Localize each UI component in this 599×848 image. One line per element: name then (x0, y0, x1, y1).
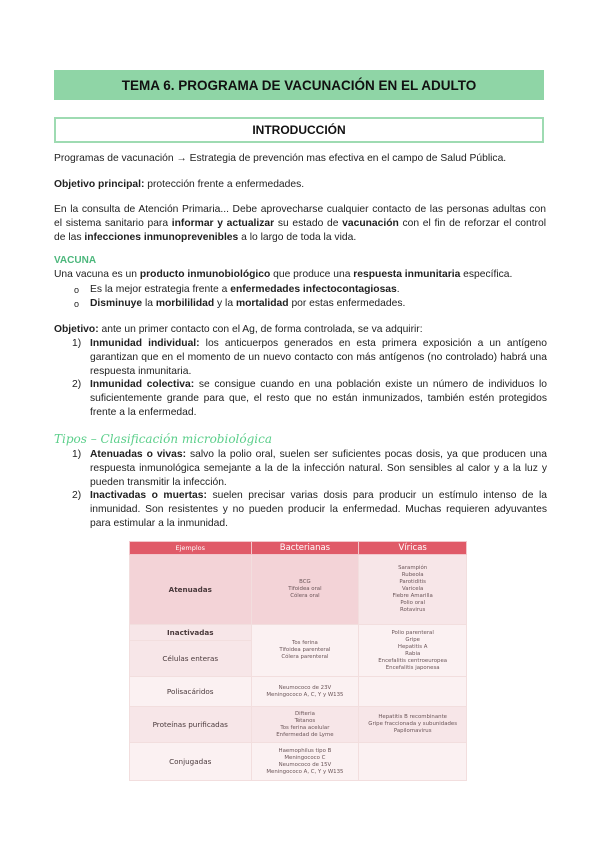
cell-line: Varicela (401, 586, 424, 592)
header-ejemplos: Ejemplos (130, 542, 252, 555)
consult-text-3: con el fin de reforzar el control de las (54, 218, 546, 243)
intro-heading-text: INTRODUCCIÓN (252, 123, 346, 137)
row-label-polisacaridos: Polisacáridos (130, 677, 252, 707)
cell-line: Neumococo de 15V (278, 761, 332, 768)
objetivo-item-text (90, 378, 547, 420)
page-title (54, 70, 544, 100)
cell-line: Neumococo de 23V (278, 684, 332, 691)
cell-line: Polio parenteral (391, 629, 434, 636)
cell-line: Rotavirus (399, 607, 426, 613)
cell-line: Rabia (405, 650, 421, 657)
item-label: Atenuadas o vivas: (90, 449, 187, 460)
tipos-item-text (90, 448, 547, 490)
objective-main (54, 178, 546, 192)
cell-line: Papilomavirus (393, 728, 432, 734)
bullet-text-3: y la (214, 298, 236, 309)
item-text: salvo la polio oral, suelen ser suficientes pocas dosis, ya que producen una respuesta inmunológica semejante a la de la infección natural. Son sensibles al calor y a la luz y pueden transmitir la infección. (90, 449, 547, 488)
bullet-marker: o (74, 285, 80, 295)
header-viricas: Víricas (359, 542, 467, 555)
cell-line: Encefalitis centroeuropea (378, 657, 448, 664)
cell-viricas (359, 625, 467, 677)
vacuna-heading: VACUNA (54, 255, 97, 266)
table-row (130, 677, 467, 707)
item-text: suelen precisar varias dosis para producir un estímulo intenso de la inmunidad. Son resistentes y no pueden producir la enfermedad. Muchas requieren adyuvantes para estimular a la inmunidad. (90, 490, 547, 529)
row-label-atenuadas: Atenuadas (130, 555, 252, 625)
item-label: Inactivadas o muertas: (90, 490, 207, 501)
cell-line: Cólera oral (290, 593, 320, 599)
programs-line: Programas de vacunación → Estrategia de prevención mas efectiva en el campo de Salud Pública. (54, 153, 507, 164)
cell-line: Tos ferina (292, 640, 318, 646)
item-label: Inmunidad colectiva: (90, 379, 195, 390)
cell-line: Cólera parenteral (281, 654, 329, 660)
vacuna-bullet-text (90, 283, 546, 297)
bullet-text-2: la (142, 298, 156, 309)
objetivo-text: ante un primer contacto con el Ag, de forma controlada, se va adquirir: (98, 324, 423, 335)
consult-bold-2: vacunación (342, 218, 399, 229)
cell-line: Fiebre Amarilla (392, 593, 433, 599)
cell-viricas (359, 707, 467, 743)
cell-line: Hepatitis A (397, 643, 428, 650)
cell-bacterianas (251, 743, 359, 781)
cell-bacterianas (251, 555, 359, 625)
bullet-bold-3: mortalidad (235, 298, 289, 309)
header-bacterianas: Bacterianas (251, 542, 359, 555)
cell-viricas (359, 555, 467, 625)
vaccine-table (129, 541, 467, 781)
cell-line: Hepatitis B recombinante (378, 714, 447, 720)
item-text: los anticuerpos generados en esta primera exposición a un antígeno garantizan que en el momento de un nuevo contacto con más antígenos (no controlado) habrá una respuesta inmunitaria. (90, 338, 548, 377)
objetivo (54, 323, 546, 337)
table-row (130, 707, 467, 743)
cell-line: Gripe (405, 636, 420, 643)
cell-viricas-empty (359, 743, 467, 781)
row-label-inactivadas: Inactivadas (130, 625, 252, 641)
cell-line: Tos ferina acelular (280, 724, 330, 731)
bullet-text-1: Es la mejor estrategia frente a (90, 284, 231, 295)
page-title-text: TEMA 6. PROGRAMA DE VACUNACIÓN EN EL ADULTO (121, 77, 477, 93)
vacuna-bullet-text (90, 297, 546, 311)
consult-text-1: En la consulta de Atención Primaria... Debe aprovecharse cualquier contacto de las personas adultas con el sistema sanitario para (54, 204, 546, 229)
consult-bold-3: infecciones inmunoprevenibles (84, 232, 239, 243)
consult-text-4: a lo largo de toda la vida. (238, 232, 357, 243)
cell-viricas-empty (359, 677, 467, 707)
bullet-bold-1: Disminuye (90, 298, 143, 309)
consult-paragraph (54, 203, 546, 245)
vacuna-def-bold-1: producto inmunobiológico (139, 269, 271, 280)
row-label-proteinas: Proteínas purificadas (130, 707, 252, 743)
item-number: 1) (72, 338, 82, 349)
table-row (130, 555, 467, 625)
vacuna-def-text-3: específica. (460, 269, 513, 280)
tipos-item-text (90, 489, 547, 531)
bullet-marker: o (74, 299, 80, 309)
consult-text-2: su estado de (274, 218, 343, 229)
objective-main-label: Objetivo principal: (54, 179, 145, 190)
bullet-text-2: . (396, 284, 400, 295)
item-text: se consigue cuando en una población existe un número de individuos lo suficientemente grande para que, el resto que no están inmunizados, también estén protegidos frente a la enfermedad. (90, 379, 547, 418)
bullet-text-4: por estas enfermedades. (288, 298, 406, 309)
item-label: Inmunidad individual: (90, 338, 200, 349)
objetivo-label: Objetivo: (54, 324, 99, 335)
table-header-row (130, 542, 467, 555)
cell-line: Tétanos (294, 717, 316, 724)
row-label-conjugadas: Conjugadas (130, 743, 252, 781)
item-number: 2) (72, 379, 82, 390)
consult-bold-1: informar y actualizar (171, 218, 275, 229)
cell-line: Rubeola (401, 572, 424, 578)
vacuna-def-text-2: que produce una (270, 269, 354, 280)
table-row (130, 625, 467, 641)
cell-bacterianas (251, 677, 359, 707)
cell-line: Meningococo C (284, 754, 326, 761)
cell-line: Difteria (294, 710, 315, 717)
item-number: 1) (72, 449, 82, 460)
objective-main-text: protección frente a enfermedades. (144, 179, 305, 190)
bullet-bold-2: morbililidad (155, 298, 215, 309)
cell-line: Sarampión (398, 565, 428, 571)
cell-line: Gripe fraccionada y subunidades (368, 721, 458, 727)
intro-heading (54, 117, 544, 143)
cell-line: Meningococo A, C, Y y W135 (266, 768, 344, 775)
row-label-celulas-enteras: Células enteras (130, 641, 252, 677)
vacuna-def-text-1: Una vacuna es un (54, 269, 140, 280)
item-number: 2) (72, 490, 82, 501)
cell-line: Parotiditis (399, 579, 426, 585)
bullet-bold-1: enfermedades infectocontagiosas (230, 284, 397, 295)
cell-line: Tifoidea parenteral (279, 647, 331, 653)
table-row (130, 743, 467, 781)
cell-line: Enfermedad de Lyme (276, 731, 334, 738)
cell-line: Tifoidea oral (288, 586, 322, 592)
cell-line: Encefalitis japonesa (385, 664, 440, 671)
cell-line: Haemophilus tipo B (278, 747, 332, 754)
cell-bacterianas (251, 625, 359, 677)
vacuna-def-bold-2: respuesta inmunitaria (353, 269, 461, 280)
objetivo-item-text (90, 337, 547, 379)
tipos-heading: Tipos – Clasificación microbiológica (54, 432, 273, 446)
cell-line: Polio oral (400, 600, 426, 606)
vacuna-definition (54, 268, 546, 282)
cell-line: BCG (299, 579, 311, 585)
cell-line: Meningococo A, C, Y y W135 (266, 691, 344, 698)
cell-bacterianas (251, 707, 359, 743)
